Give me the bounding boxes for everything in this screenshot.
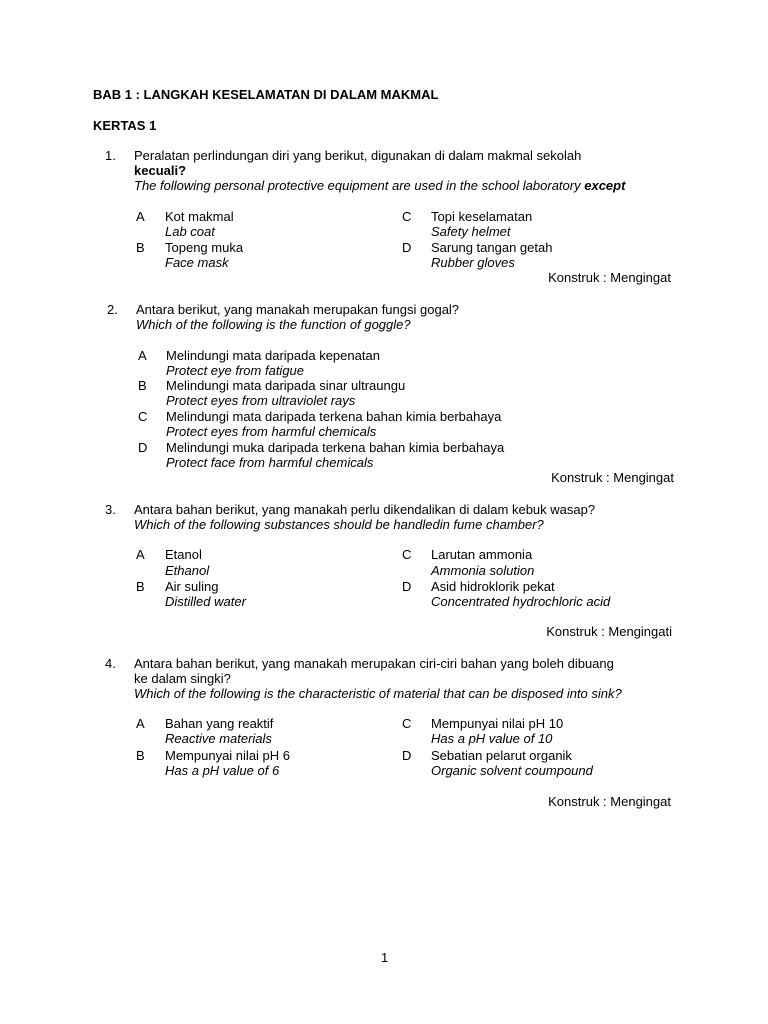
question-stem-ms: Antara bahan berikut, yang manakah perlu dikendalikan di dalam kebuk wasap? <box>134 502 596 517</box>
option-text-ms: Mempunyai nilai pH 10 <box>431 716 564 731</box>
question-stem-ms: Peralatan perlindungan diri yang berikut, digunakan di dalam makmal sekolah <box>134 148 582 163</box>
option-text-ms: Asid hidroklorik pekat <box>431 579 555 594</box>
option-text-en: Protect eye from fatigue <box>166 363 305 378</box>
option-text-en: Rubber gloves <box>431 255 515 270</box>
option-text-en: Distilled water <box>165 594 246 609</box>
option-text-ms: Topi keselamatan <box>431 209 533 224</box>
option-text-en: Face mask <box>165 255 229 270</box>
option-text-en: Safety helmet <box>431 224 511 239</box>
option-text-ms: Bahan yang reaktif <box>165 716 274 731</box>
option-text-en: Protect eyes from harmful chemicals <box>166 424 377 439</box>
option-letter: B <box>136 748 145 763</box>
construct-label: Konstruk : Mengingat <box>551 470 674 485</box>
option-letter: A <box>138 348 147 363</box>
construct-label: Konstruk : Mengingat <box>548 794 671 809</box>
paper-label: KERTAS 1 <box>93 118 157 133</box>
option-text-ms: Melindungi mata daripada sinar ultraungu <box>166 378 406 393</box>
option-letter: A <box>136 716 145 731</box>
option-text-en: Ammonia solution <box>431 563 535 578</box>
option-text-ms: Melindungi mata daripada terkena bahan kimia berbahaya <box>166 409 502 424</box>
question-stem-ms: Antara berikut, yang manakah merupakan fungsi gogal? <box>136 302 460 317</box>
question-number: 1. <box>105 148 116 163</box>
option-text-ms: Air suling <box>165 579 219 594</box>
option-text-ms: Melindungi muka daripada terkena bahan kimia berbahaya <box>166 440 505 455</box>
option-letter: D <box>402 748 412 763</box>
chapter-title: BAB 1 : LANGKAH KESELAMATAN DI DALAM MAKMAL <box>93 87 439 102</box>
question-stem-ms-line-2: ke dalam singki? <box>134 671 231 686</box>
option-text-ms: Etanol <box>165 547 202 562</box>
question-number: 2. <box>107 302 118 317</box>
option-letter: A <box>136 209 145 224</box>
question-stem-en-emphasis: except <box>584 178 626 193</box>
option-letter: D <box>138 440 148 455</box>
option-letter: D <box>402 240 412 255</box>
option-letter: C <box>138 409 148 424</box>
option-letter: D <box>402 579 412 594</box>
option-text-ms: Larutan ammonia <box>431 547 533 562</box>
question-stem-en-line <box>134 178 625 193</box>
option-text-en: Ethanol <box>165 563 210 578</box>
question-number: 4. <box>105 656 116 671</box>
question-stem-en: The following personal protective equipment are used in the school laboratory <box>134 178 581 193</box>
question-stem-ms-emphasis: kecuali? <box>134 163 187 178</box>
construct-label: Konstruk : Mengingati <box>546 624 672 639</box>
option-text-ms: Melindungi mata daripada kepenatan <box>166 348 380 363</box>
construct-label: Konstruk : Mengingat <box>548 270 671 285</box>
option-text-ms: Topeng muka <box>165 240 244 255</box>
option-letter: B <box>138 378 147 393</box>
option-text-ms: Sarung tangan getah <box>431 240 553 255</box>
question-stem-en: Which of the following substances should be handledin fume chamber? <box>134 517 544 532</box>
option-text-en: Organic solvent coumpound <box>431 763 593 778</box>
option-text-ms: Kot makmal <box>165 209 234 224</box>
question-stem-en: Which of the following is the function of goggle? <box>136 317 411 332</box>
option-text-ms: Mempunyai nilai pH 6 <box>165 748 291 763</box>
option-letter: C <box>402 209 412 224</box>
option-letter: C <box>402 716 412 731</box>
option-letter: B <box>136 240 145 255</box>
option-letter: B <box>136 579 145 594</box>
option-letter: A <box>136 547 145 562</box>
option-letter: C <box>402 547 412 562</box>
page-number: 1 <box>381 950 389 965</box>
option-text-ms: Sebatian pelarut organik <box>431 748 572 763</box>
question-number: 3. <box>105 502 116 517</box>
question-stem-en: Which of the following is the characteristic of material that can be disposed into sink? <box>134 686 622 701</box>
option-text-en: Protect face from harmful chemicals <box>166 455 374 470</box>
option-text-en: Reactive materials <box>165 731 272 746</box>
option-text-en: Has a pH value of 10 <box>431 731 553 746</box>
option-text-en: Has a pH value of 6 <box>165 763 280 778</box>
option-text-en: Protect eyes from ultraviolet rays <box>166 393 356 408</box>
option-text-en: Lab coat <box>165 224 215 239</box>
question-stem-ms-line-1: Antara bahan berikut, yang manakah merupakan ciri-ciri bahan yang boleh dibuang <box>134 656 614 671</box>
option-text-en: Concentrated hydrochloric acid <box>431 594 611 609</box>
